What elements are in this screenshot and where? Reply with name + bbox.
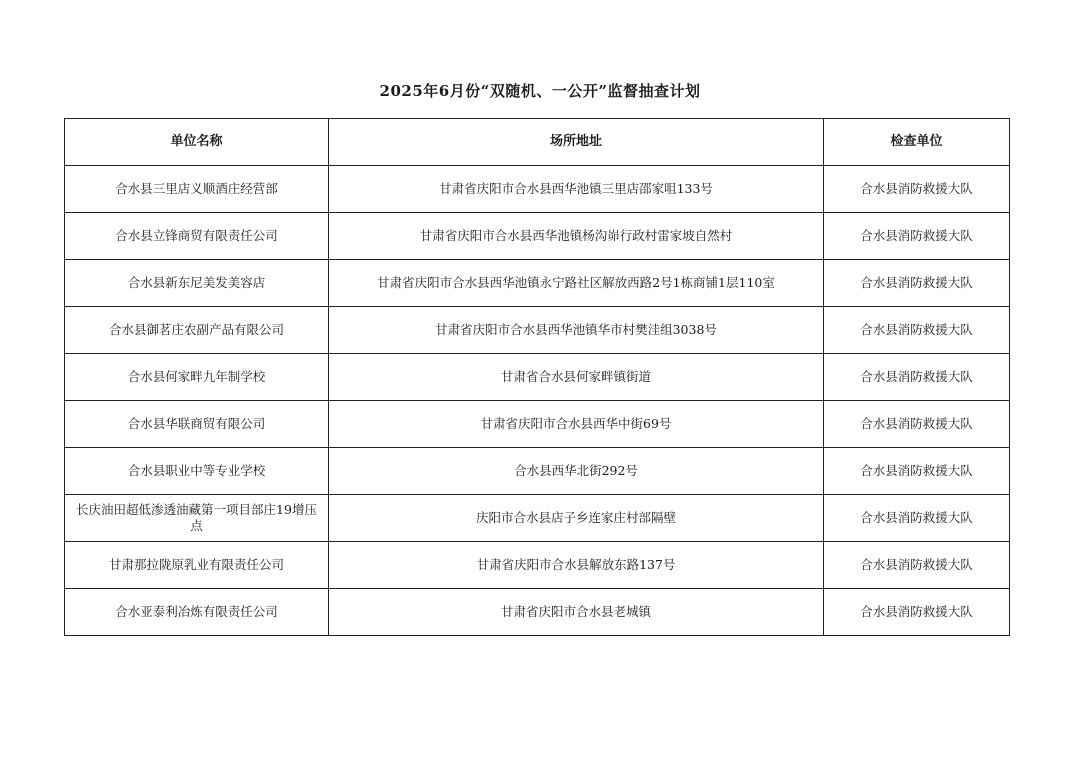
cell-unit-name: 合水县三里店义顺酒庄经营部 — [65, 166, 329, 213]
header-unit-name: 单位名称 — [65, 119, 329, 166]
cell-inspector: 合水县消防救援大队 — [824, 166, 1010, 213]
cell-address: 甘肃省庆阳市合水县西华池镇华市村樊洼组3038号 — [329, 307, 824, 354]
header-address: 场所地址 — [329, 119, 824, 166]
table-row — [65, 260, 1010, 307]
cell-address: 甘肃省庆阳市合水县西华池镇永宁路社区解放西路2号1栋商铺1层110室 — [329, 260, 824, 307]
cell-address: 庆阳市合水县店子乡连家庄村部隔壁 — [329, 495, 824, 542]
table-row — [65, 166, 1010, 213]
table-row — [65, 589, 1010, 636]
table-header-row — [65, 119, 1010, 166]
table-row — [65, 354, 1010, 401]
cell-address: 甘肃省庆阳市合水县西华池镇三里店邵家咀133号 — [329, 166, 824, 213]
cell-unit-name: 合水亚泰利冶炼有限责任公司 — [65, 589, 329, 636]
header-inspector: 检查单位 — [824, 119, 1010, 166]
table-row — [65, 307, 1010, 354]
table-row — [65, 213, 1010, 260]
inspection-plan-table — [64, 118, 1010, 636]
cell-unit-name: 长庆油田超低渗透油藏第一项目部庄19增压点 — [65, 495, 329, 542]
cell-inspector: 合水县消防救援大队 — [824, 495, 1010, 542]
cell-address: 甘肃省合水县何家畔镇街道 — [329, 354, 824, 401]
table-row — [65, 495, 1010, 542]
table-row — [65, 401, 1010, 448]
cell-address: 甘肃省庆阳市合水县西华池镇杨沟峁行政村雷家坡自然村 — [329, 213, 824, 260]
cell-inspector: 合水县消防救援大队 — [824, 354, 1010, 401]
cell-address: 甘肃省庆阳市合水县老城镇 — [329, 589, 824, 636]
cell-address: 甘肃省庆阳市合水县西华中街69号 — [329, 401, 824, 448]
cell-unit-name: 合水县新东尼美发美容店 — [65, 260, 329, 307]
cell-unit-name: 甘肃那拉陇原乳业有限责任公司 — [65, 542, 329, 589]
cell-unit-name: 合水县何家畔九年制学校 — [65, 354, 329, 401]
cell-unit-name: 合水县职业中等专业学校 — [65, 448, 329, 495]
table-row — [65, 448, 1010, 495]
page-title: 2025年6月份“双随机、一公开”监督抽查计划 — [379, 82, 701, 100]
cell-unit-name: 合水县华联商贸有限公司 — [65, 401, 329, 448]
cell-inspector: 合水县消防救援大队 — [824, 307, 1010, 354]
table-row — [65, 542, 1010, 589]
cell-unit-name: 合水县御茗庄农副产品有限公司 — [65, 307, 329, 354]
cell-inspector: 合水县消防救援大队 — [824, 448, 1010, 495]
cell-address: 甘肃省庆阳市合水县解放东路137号 — [329, 542, 824, 589]
cell-inspector: 合水县消防救援大队 — [824, 213, 1010, 260]
cell-inspector: 合水县消防救援大队 — [824, 401, 1010, 448]
cell-inspector: 合水县消防救援大队 — [824, 260, 1010, 307]
cell-inspector: 合水县消防救援大队 — [824, 589, 1010, 636]
cell-address: 合水县西华北街292号 — [329, 448, 824, 495]
cell-unit-name: 合水县立锋商贸有限责任公司 — [65, 213, 329, 260]
cell-inspector: 合水县消防救援大队 — [824, 542, 1010, 589]
